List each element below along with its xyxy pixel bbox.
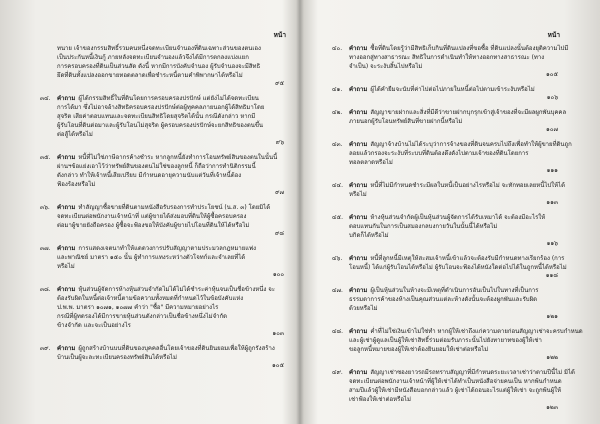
entry-text-line: โอนหนี้) ได้แก่ผู้รับโอนได้หรือไม่ ผู้รับโอนจะฟ้องได้หนังใดต่อไปได้ในถูกหนี้ได้หรือไม่ [349, 264, 567, 271]
entry-page-number: ๙๕ [275, 80, 284, 87]
entry-page-number: ๑๑๘ [545, 272, 558, 279]
toc-entry-first-line [40, 153, 286, 162]
entry-text-line: ผู้ถูกสร้างบ้านบนที่ดินของบุคคลอื่นโดยเจ้าของที่ดินยินยอมเพื่อให้ผู้ถูกรังสร้าง [78, 345, 275, 352]
entry-text-line: และพาณิชย์ มาตรา ๑๕๐ นั้น ผู้ทำการแทงระหว่างตัวโจทก์และจำเลยที่ได้ [57, 254, 246, 261]
question-keyword: คำถาม [57, 345, 76, 352]
toc-entry-first-line [332, 368, 575, 377]
entry-text-line: ข้างจำกัด และจะเป็นอย่างไร [57, 322, 131, 329]
entry-text-line: สัญญาเช่าซองยาวรถมีรถทราบสัญญาที่มีกำหนดระยะเวลาเช่าว่าตามปีนี้ไม่ มิได้ [370, 369, 575, 376]
entry-page-number: ๑๐๖ [546, 94, 558, 101]
toc-entry-first-line [40, 285, 286, 294]
right-entry-list [332, 44, 583, 412]
toc-entry [40, 244, 286, 279]
entry-page-number: ๑๐๓ [272, 330, 284, 337]
entry-text-line: หรือไม่ [349, 191, 367, 198]
question-keyword: คำถาม [57, 245, 76, 252]
entry-text-line: การครอบครองที่ดินเป็นส่วนสัด ดังนี้ หากมีการบังคับจำนอง ผู้รับจำนองจะมีสิทธิ [57, 63, 261, 70]
entry-text-line: ผู้ได้คำยืมจะนับที่ค่าไปต่อไปภายในหนี้ต่อไปตามเข้าระงับหรือไม่ [370, 86, 535, 93]
entry-page-number: ๑๐๕ [545, 71, 558, 78]
toc-entry-first-line [40, 44, 286, 53]
entry-text-line: ต่อมาผู้ขายยังถือครอง ผู้ซื้อจะฟ้องขอให้บังคับผู้ขายไปโอนที่ดินให้ได้หรือไม่ [57, 222, 250, 229]
entry-number: ๔๗. [332, 287, 343, 294]
entry-number: ๓๖. [40, 204, 50, 211]
entry-page-number: ๑๐๗ [546, 126, 558, 133]
page-column-header: หน้า [273, 31, 286, 39]
entry-text-line: ทางออกสู่ทางสาธารณะ สิทธิในการดำเนินทำให้ทางออกทางสาธารณะ (ทาง [349, 54, 545, 61]
entry-text-line: สามปีแล้วผู้ให้เช่ามีหนังสือบอกกล่าวแล้ว ผู้เช่าได้ถอนอะไรแต่ผู้ให้เช่า จะถูกพ้นผู้ให้ [349, 387, 562, 394]
toc-entry-first-line [40, 244, 286, 253]
question-keyword: คำถาม [349, 109, 368, 116]
entry-number: ๔๘. [332, 328, 344, 335]
toc-entry [40, 344, 286, 370]
toc-entry [40, 285, 286, 338]
entry-text-line: ทอลตลาดหรือไม่ [349, 159, 393, 166]
toc-entry [332, 85, 560, 102]
entry-text-line: บ้านเป็นผู้จะละทะเบียนครองทรัพย์สินได้หรือไม่ [57, 354, 177, 361]
entry-text-line: การแสดงเจตนาทำให้แดดวงการปรับสัญญาตามประมวลกฎหมายแพ่ง [78, 245, 257, 252]
toc-entry-first-line [332, 44, 569, 53]
question-keyword: คำถาม [349, 369, 368, 376]
entry-number: ๔๐. [332, 45, 343, 52]
entry-text-line: ฟ้องร้องหรือไม่ [57, 181, 96, 188]
entry-page-number: ๑๑๖ [546, 240, 558, 247]
toc-entry-first-line [40, 344, 286, 353]
page-column-header: หน้า [547, 31, 560, 39]
entry-number: ๓๘. [40, 286, 51, 293]
entry-text-line: กรณีที่ผู้ทดรองได้มีการขายหุ้นส่วนดังกล่าวเป็นชื่อข้างหนึ่งไม่จำกัด [57, 313, 228, 320]
entry-text-line: หนี้ที่ไม่มีกำหนดชำระมีผลในหนี้เป็นอย่างไรหรือไม่ จะทักทอยเลยหนี้ไปให้ได้ [370, 182, 565, 189]
entry-text-line: ต้องรับผิดในหนี้ต่อเจ้าหนี้ตามข้อความทั้งหมดที่กำหนดไว้ในข้อบังคับแห่ง [57, 295, 244, 302]
entry-text-line: ซื้อที่ดินโดยรู้ว่ามีสิทธิเก็บกินที่ดินแปลงที่ขอซื้อ ที่ดินแปลงนั้นต้องยุติความไปมี [370, 45, 569, 52]
entry-number: ๓๗. [40, 245, 51, 252]
toc-entry-first-line [332, 213, 560, 222]
toc-entry-first-line [332, 181, 565, 190]
toc-entry [332, 108, 567, 134]
entry-text-line: สัญญาจ้างบ้านไม่ได้ระบุว่าการจ้างของที่ดินจนครบไปถึงเพื่อทำให้ผู้ขายที่ดินถูก [370, 141, 572, 148]
left-entry-list [40, 44, 286, 370]
entry-text-line: เป็นประกันหนี้เงินกู้ ภายหลังจดทะเบียนจำนองแล้วจึงได้มีการตกลงแบ่งแยก [57, 54, 249, 61]
entry-text-line: ดังกล่าว ทำให้เจ้าหนี้เสียเปรียบ มีกำหนดอายุความนับแต่วันที่เจ้าหนี้ต้อง [57, 172, 242, 179]
entry-number: ๔๖. [332, 255, 343, 262]
question-keyword: คำถาม [349, 141, 368, 148]
entry-text-line: หุ้นส่วนผู้จัดการห้างหุ้นส่วนจำกัดไม่ได้ไม่ได้ชำระค่าหุ้นจนเป็นชื่อข้างหนึ่ง จะ [78, 286, 275, 293]
entry-page-number: ๑๑๓ [546, 199, 558, 206]
entry-page-number: ๑๑๑ [546, 167, 558, 174]
entry-page-number: ๙๖ [275, 139, 284, 146]
entry-page-number: ๑๐๕ [271, 362, 284, 369]
toc-entry-first-line [332, 85, 560, 94]
entry-page-number: ๙๗ [275, 189, 284, 196]
entry-text-line: จำเป็น) จะระงับสิ้นไปหรือไม่ [349, 63, 423, 70]
entry-number: ๓๔. [40, 95, 51, 102]
entry-page-number: ๑๒๑ [546, 313, 558, 320]
toc-entry [332, 140, 572, 175]
entry-text-line: การได้มา ซึ่งไม่อาจอ้างสิทธิครอบครองปรปักษ์ต่อผู้ทุคคลภายนอกผู้ได้สิทธิมาโดย [57, 104, 265, 111]
entry-text-line: จดทะเบียนต่อพนักงานเจ้าหน้าที่ผู้ให้เช่าได้ทำเป็นหนังสือจ่ายคนเป็น หากพ้นกำหนด [349, 378, 562, 385]
question-keyword: คำถาม [349, 287, 368, 294]
toc-entry [40, 153, 286, 197]
entry-text-line: ผ่านฯข้อแย่งเอาไว้ว่าทรัพย์สินของตนไม่ใช่ของลูกหนี้ ก็ถือว่าการทำนิติกรรมนี้ [57, 163, 256, 170]
question-keyword: คำถาม [349, 255, 368, 262]
toc-entry [40, 94, 286, 147]
entry-text-line: ทนาย เจ้าของกรรมสิทธิ์รวมคนหนึ่งจดทะเบียนจำนองที่ดินเฉพาะส่วนของตนเอง [57, 45, 261, 52]
toc-entry-first-line [40, 203, 286, 212]
entry-number: ๔๔. [332, 182, 343, 189]
entry-text-line: และผู้เช่าผู้ดูแลเป็นผู้ให้เช่าสิทธิ์ร่วมต่อมรับภาระนั้นไปยังทายาทของผู้ให้เช่า [349, 337, 542, 344]
entry-text-line: หนี้ที่ลูกหนี้มีเหตุให้สะสมเจ้าหนี้เข้าแล้วจะต้องรับมีกำหนดทางเรียกร้อง (การ [370, 255, 565, 262]
entry-text-line: เช่าฟ้องให้เช่าต่อหรือไม่ [349, 396, 411, 403]
right-page [300, 0, 600, 424]
entry-number: ๔๑. [332, 86, 343, 93]
entry-text-line: ยึดที่ดินทั้งแปลงออกขายทอดตลาดเพื่อชำระหนี้ตามคำพิพากษาได้หรือไม่ [57, 72, 243, 79]
toc-entry-first-line [332, 286, 560, 295]
entry-text-line: ต่อสู้ได้หรือไม่ [57, 131, 93, 138]
question-keyword: คำถาม [57, 204, 76, 211]
entry-text-line: ลอยแล้วกรองจะระงับที่ระบบที่ดินต้องดึงดังไปตามเจ้าของที่ดินโดยการ [349, 150, 529, 157]
entry-number: ๔๕. [332, 214, 343, 221]
toc-entry [40, 203, 286, 238]
entry-text-line: ห้างหุ้นส่วนจำกัดผู้เป็นหุ้นส่วนผู้จัดการได้รับเหมาได้ จะต้องมีอะไรให้ [370, 214, 546, 221]
entry-text-line: จดทะเบียนต่อพนักงานเจ้าหน้าที่ แต่ผู้ขายได้ส่งมอบที่ดินให้ผู้ซื้อครอบครอง [57, 213, 247, 220]
entry-page-number: ๑๒๓ [546, 404, 558, 411]
toc-entry [40, 44, 286, 88]
entry-text-line: ตอบแทนกันในการเป็นสมองกลบงกายวันในนั้นนี้ได้หรือไม่ [349, 223, 498, 230]
toc-entry-first-line [332, 254, 565, 263]
entry-number: ๓๙. [40, 345, 51, 352]
entry-text-line: ภายนอกผู้รับโอนทรัพย์สินที่ขายฝากนี้หรือไม่ [349, 118, 463, 125]
entry-text-line: ผู้รับโอนที่ดินต่อมาและผู้รับโอนไม่สุจริต ผู้ครอบครองปรปักษ์จะยกสิทธิของตนขึ้น [57, 122, 264, 129]
entry-text-line: ผู้เป็นหุ้นส่วนในห้างจะมีเหตุที่ดำเนินการอันเป็นไปในทางที่เป็นการ [370, 287, 539, 294]
entry-number: ๔๒. [332, 109, 343, 116]
entry-text-line: หนี้ที่ไม่ใช่ภาษีอากรค้างชำระ หากลูกหนี้ยังทำการโอนทรัพย์สินของตนในนั้นนี้ [78, 154, 278, 161]
toc-entry-first-line [332, 108, 567, 117]
toc-entry [332, 254, 567, 280]
question-keyword: คำถาม [349, 182, 368, 189]
entry-text-line: ค่ำที่ไม่ใช่เงินเข้าไม่ใช่ทำ หากผู้ให้เช่าถึงแก่ความตายก่อนสัญญาเช่าจะครบกำหนด [370, 328, 583, 335]
entry-number: ๔๙. [332, 369, 343, 376]
entry-number: ๓๕. [40, 154, 51, 161]
entry-text-line: ป.พ.พ. มาตรา ๑๐๗๑, ๑๐๗๗ คำว่า "ซื้อ" มีความหมายอย่างไร [57, 304, 219, 311]
question-keyword: คำถาม [349, 214, 368, 221]
entry-number [40, 44, 57, 53]
question-keyword: คำถาม [57, 286, 76, 293]
entry-text-line: ธรรมดาการค้าของห้างเป็นคุณส่วนแต่ละห้างดังนั้นจะต้องผูกพันและรับผิด [349, 296, 538, 303]
entry-number: ๔๓. [332, 141, 343, 148]
entry-page-number: ๙๘ [274, 230, 284, 237]
entry-text-line: สัญญาขายฝากและสิ่งที่มีดีว่าขายฝากบุกรุกเข้าสู่เจ้าของที่จะมีผลผูกพันบุคคล [370, 109, 567, 116]
toc-entry [332, 44, 569, 79]
question-keyword: คำถาม [349, 86, 368, 93]
question-keyword: คำถาม [57, 95, 76, 102]
entry-text-line: ทำสัญญาซื้อขายที่ดินตามหนังสือรับรองการทำประโยชน์ (น.ส. ๓) โดยมิได้ [78, 204, 271, 211]
entry-text-line: บกิดก็ได้หรือไม่ [349, 232, 389, 239]
question-keyword: คำถาม [57, 154, 76, 161]
toc-entry [332, 181, 565, 207]
entry-text-line: ขอลูกหนี้หมายของผู้ให้เช่าต้องยินยอมให้เช่าต่อหรือไม่ [349, 346, 489, 353]
entry-text-line: หรือไม่ [57, 263, 75, 270]
toc-entry [332, 213, 560, 248]
entry-page-number: ๑๐๐ [272, 271, 284, 278]
toc-entry [332, 368, 575, 412]
toc-entry [332, 286, 560, 321]
toc-entry-first-line [332, 140, 572, 149]
entry-page-number: ๑๒๒ [546, 354, 558, 361]
toc-entry-first-line [332, 327, 583, 336]
entry-text-line: ด้วยหรือไม่ [349, 305, 378, 312]
question-keyword: คำถาม [349, 45, 368, 52]
toc-entry [332, 327, 583, 362]
question-keyword: คำถาม [349, 328, 368, 335]
entry-text-line: ผู้ได้กรรมสิทธิ์ในที่ดินโดยการครอบครองปรปักษ์ แต่ยังไม่ได้จดทะเบียน [78, 95, 259, 102]
toc-entry-first-line [40, 94, 286, 103]
entry-text-line: สุจริต เสียค่าตอบแทนและจดทะเบียนสิทธิโดยสุจริตได้นั้น กรณีดังกล่าว หากมี [57, 113, 256, 120]
